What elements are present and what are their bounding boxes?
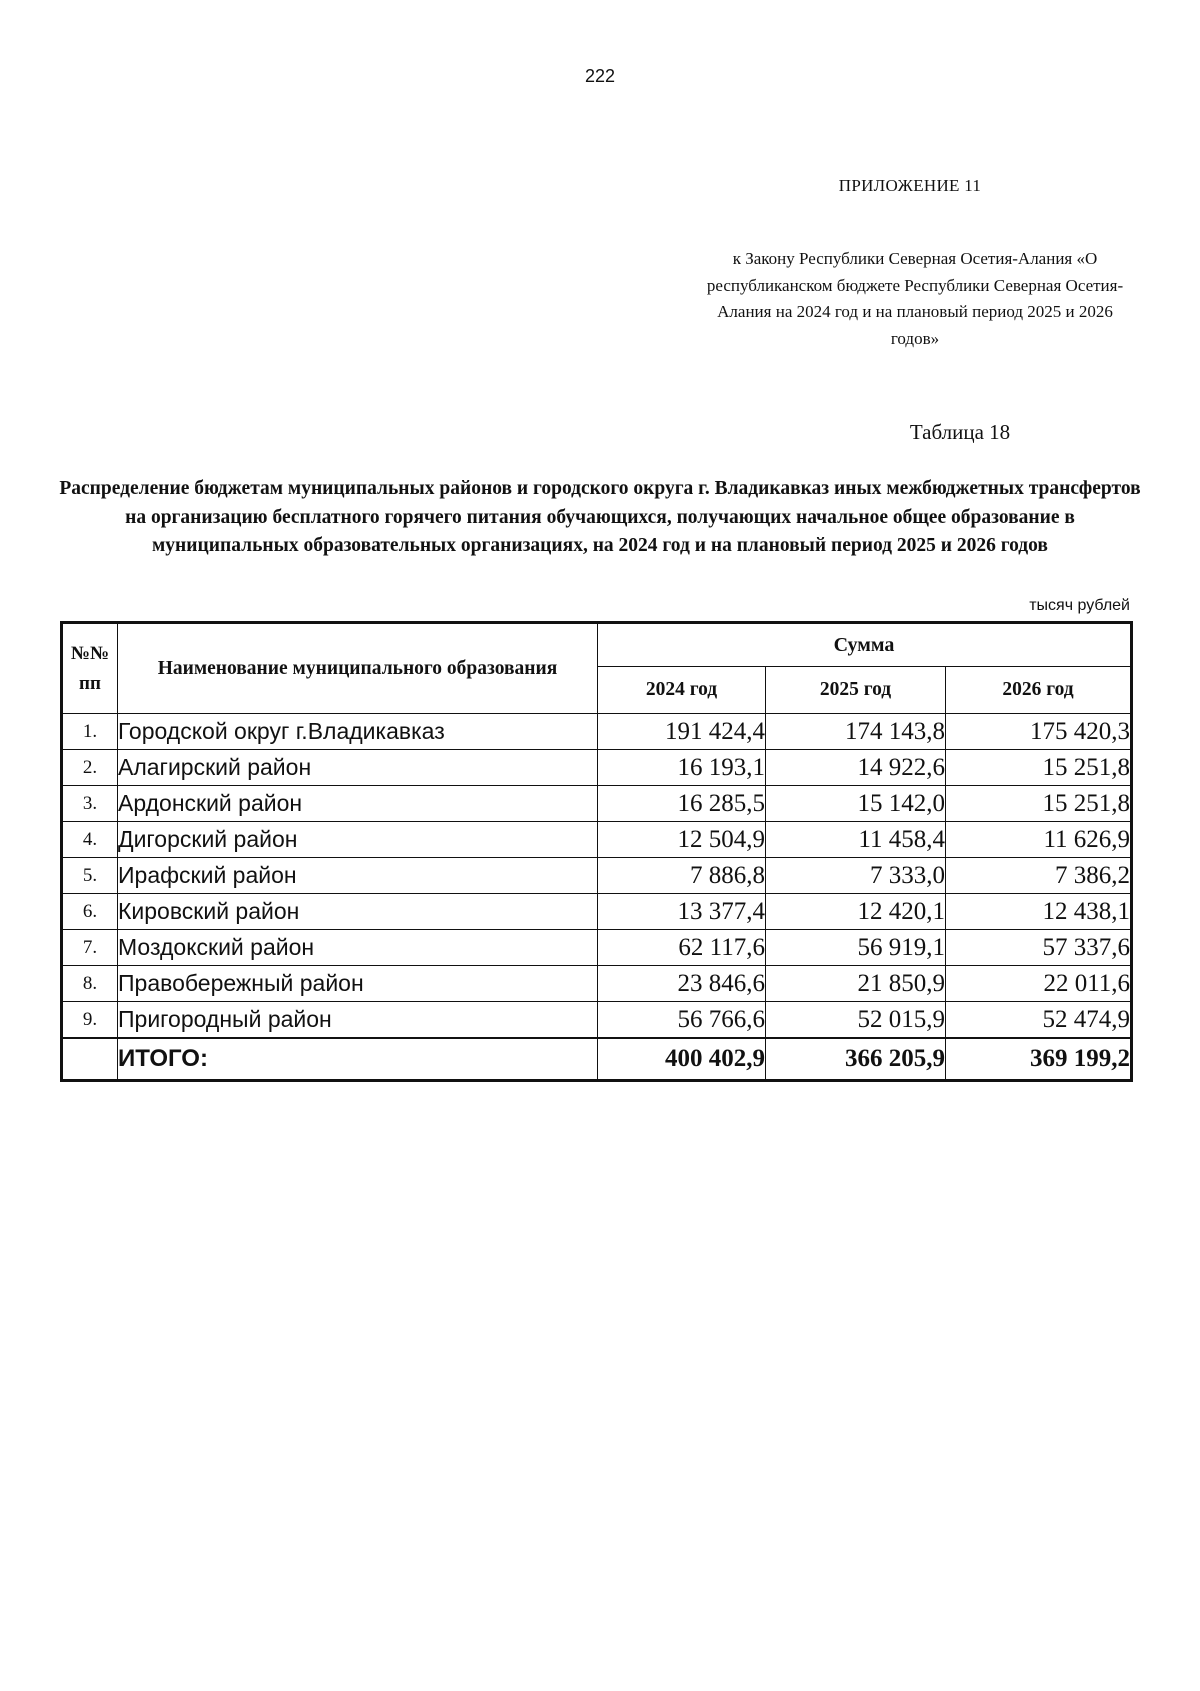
row-name: Моздокский район [118,930,598,966]
row-value-2024: 191 424,4 [598,714,766,750]
row-value-2026: 12 438,1 [946,894,1132,930]
row-value-2024: 13 377,4 [598,894,766,930]
row-name: Правобережный район [118,966,598,1002]
total-value-2026: 369 199,2 [946,1038,1132,1081]
row-name: Кировский район [118,894,598,930]
row-value-2026: 15 251,8 [946,750,1132,786]
table-row [62,750,1132,786]
row-name: Алагирский район [118,750,598,786]
total-num-empty [62,1038,118,1081]
row-num: 1. [62,714,118,750]
row-value-2024: 23 846,6 [598,966,766,1002]
row-value-2026: 52 474,9 [946,1002,1132,1039]
header-sum: Сумма [598,623,1132,667]
header-num: №№ пп [62,623,118,714]
header-year-2024: 2024 год [598,667,766,714]
page-number: 222 [584,66,616,86]
table-row [62,930,1132,966]
row-value-2026: 11 626,9 [946,822,1132,858]
row-value-2025: 52 015,9 [766,1002,946,1039]
row-name: Ирафский район [118,858,598,894]
row-value-2026: 15 251,8 [946,786,1132,822]
table-row [62,966,1132,1002]
row-value-2024: 62 117,6 [598,930,766,966]
total-value-2024: 400 402,9 [598,1038,766,1081]
row-num: 4. [62,822,118,858]
row-num: 3. [62,786,118,822]
total-label: ИТОГО: [118,1038,598,1081]
row-value-2026: 175 420,3 [946,714,1132,750]
row-num: 2. [62,750,118,786]
table-row [62,894,1132,930]
row-value-2026: 22 011,6 [946,966,1132,1002]
row-num: 5. [62,858,118,894]
table-row [62,714,1132,750]
law-reference: к Закону Республики Северная Осетия-Алания «О республиканском бюджете Республики Северная Осетия-Алания на 2024 год и на плановый период 2025 и 2026 годов» [706,249,1124,348]
units-label: тысяч рублей [1029,597,1130,614]
row-value-2025: 15 142,0 [766,786,946,822]
row-value-2025: 56 919,1 [766,930,946,966]
table-row [62,858,1132,894]
row-num: 9. [62,1002,118,1039]
row-name: Городской округ г.Владикавказ [118,714,598,750]
row-value-2025: 21 850,9 [766,966,946,1002]
row-value-2024: 16 285,5 [598,786,766,822]
row-name: Пригородный район [118,1002,598,1039]
row-value-2024: 12 504,9 [598,822,766,858]
total-row [62,1038,1132,1081]
row-value-2025: 14 922,6 [766,750,946,786]
document-title: Распределение бюджетам муниципальных районов и городского округа г. Владикавказ иных межбюджетных трансфертов на организацию бесплатного горячего питания обучающихся, получающих начальное общее образование в муниципальных образовательных организациях, на 2024 год и на плановый период 2025 и 2026 годов [59,478,1141,556]
total-value-2025: 366 205,9 [766,1038,946,1081]
appendix-label: ПРИЛОЖЕНИЕ 11 [838,176,982,195]
row-num: 6. [62,894,118,930]
header-year-2025: 2025 год [766,667,946,714]
row-value-2025: 174 143,8 [766,714,946,750]
row-value-2026: 7 386,2 [946,858,1132,894]
table-row [62,1002,1132,1039]
table-row [62,786,1132,822]
row-value-2026: 57 337,6 [946,930,1132,966]
row-num: 7. [62,930,118,966]
header-year-2026: 2026 год [946,667,1132,714]
row-name: Дигорский район [118,822,598,858]
row-num: 8. [62,966,118,1002]
row-value-2025: 7 333,0 [766,858,946,894]
row-value-2025: 11 458,4 [766,822,946,858]
row-value-2025: 12 420,1 [766,894,946,930]
row-value-2024: 56 766,6 [598,1002,766,1039]
table-row [62,822,1132,858]
row-name: Ардонский район [118,786,598,822]
budget-table [60,621,1133,1082]
table-label: Таблица 18 [909,420,1011,444]
row-value-2024: 7 886,8 [598,858,766,894]
row-value-2024: 16 193,1 [598,750,766,786]
header-name: Наименование муниципального образования [118,623,598,714]
